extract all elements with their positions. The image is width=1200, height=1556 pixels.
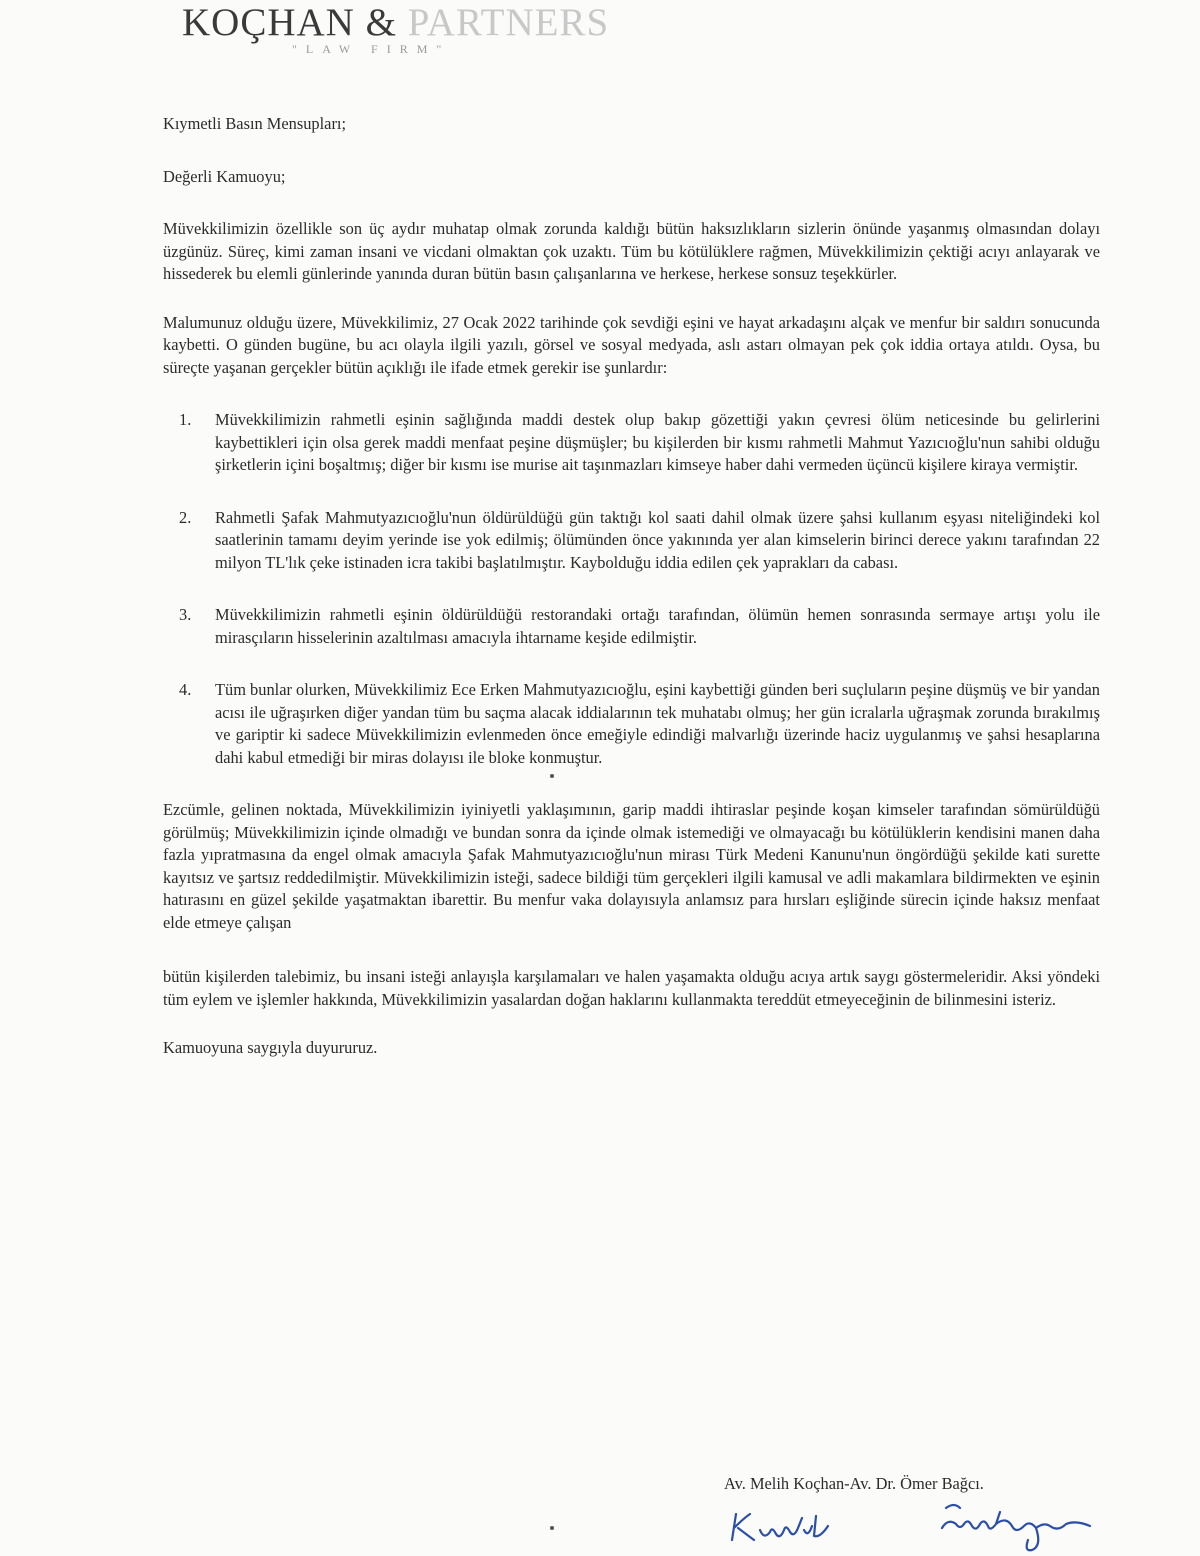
firm-name-main: KOÇHAN & bbox=[182, 1, 408, 44]
signature-block bbox=[724, 1474, 1124, 1494]
firm-name-faded: PARTNERS bbox=[407, 1, 610, 44]
speck-mark bbox=[550, 1526, 554, 1530]
handwritten-signatures-icon bbox=[724, 1496, 1124, 1556]
letterhead bbox=[182, 0, 702, 57]
list-item bbox=[163, 507, 1100, 575]
list-item-text: Rahmetli Şafak Mahmutyazıcıoğlu'nun öldürüldüğü gün taktığı kol saati dahil olmak üzere şahsi kullanım eşyası niteliğindeki kol saatlerinin tamamı deyim yerinde ise yok edilmiş; ölümünden önce yakınında yer alan kimselerin birinci derece yakını tarafından 22 milyon TL'lık çeke istinaden icra takibi başlatılmıştır. Kaybolduğu iddia edilen çek yaprakları da cabası. bbox=[215, 507, 1100, 572]
list-item bbox=[163, 604, 1100, 649]
list-item-number: 3. bbox=[179, 605, 192, 624]
paragraph-intro: Müvekkilimizin özellikle son üç aydır muhatap olmak zorunda kaldığı bütün haksızlıkların sizlerin önünde yaşanmış olmasından dolayı üzgünüz. Süreç, kimi zaman insani ve vicdani olmaktan çok uzaktı. Tüm bu kötülüklere rağmen, Müvekkilimizin çektiği acıyı anlayarak ve hissederek bu elemli günlerinde yanında duran bütün basın çalışanlarına ve herkese, herkese sonsuz teşekkürler. bbox=[163, 219, 1100, 283]
list-item-number: 4. bbox=[179, 680, 192, 699]
list-item bbox=[163, 409, 1100, 477]
firm-logo-name bbox=[182, 0, 702, 46]
facts-list bbox=[163, 409, 1100, 769]
paragraph-context: Malumunuz olduğu üzere, Müvekkilimiz, 27 Ocak 2022 tarihinde çok sevdiği eşini ve hayat arkadaşını alçak ve menfur bir saldırı sonucunda kaybetti. O günden bugüne, bu acı olayla ilgili yazılı, görsel ve sosyal medyada, aslı astarı olmayan pek çok iddia ortaya atıldı. Oysa, bu süreçte yaşanan gerçekler bütün açıklığı ile ifade etmek gerekir ise şunlardır: bbox=[163, 312, 1100, 377]
speck-mark bbox=[550, 774, 554, 778]
list-item-number: 1. bbox=[179, 410, 192, 429]
paragraph-conclusion: Ezcümle, gelinen noktada, Müvekkilimizin iyiniyetli yaklaşımının, garip maddi ihtiraslar peşinde koşan kimseler tarafından sömürüldüğü görülmüş; Müvekkilimizin içinde olmadığı ve bundan sonra da içinde olmak istemediği ve olmayacağı bu kötülüklerin kendisini manen daha fazla yıpratmasına da engel olmak amacıyla Şafak Mahmutyazıcıoğlu'nun mirası Türk Medeni Kanunu'nun öngördüğü şekilde kati surette kayıtsız ve şartsız reddedilmiştir. Müvekkilimizin isteği, sadece bildiği tüm gerçekleri ilgili kamusal ve adli makamlara bildirmekten ve eşinin hatırasını en güzel şekilde yaşatmaktan ibarettir. Bu menfur vaka dolayısıyla anlamsız para hırsları eşliğinde sürecin içinde haksız menfaat elde etmeye çalışan bbox=[163, 800, 1100, 932]
signatory-names: Av. Melih Koçhan-Av. Dr. Ömer Bağcı. bbox=[724, 1474, 984, 1493]
firm-subtitle: "LAW FIRM" bbox=[292, 42, 451, 56]
paragraph-closing: Kamuoyuna saygıyla duyururuz. bbox=[163, 1038, 378, 1057]
letter-body bbox=[163, 113, 1100, 1060]
list-item-text: Müvekkilimizin rahmetli eşinin sağlığında maddi destek olup bakıp gözettiği yakın çevresi ölüm neticesinde bu gelirlerini kaybettikleri için olsa gerek maddi menfaat peşine düşmüşler; bu kişilerden bir kısmı rahmetli Mahmut Yazıcıoğlu'nun sahibi olduğu şirketlerin içini boşaltmış; diğer bir kısmı ise murise ait taşınmazları kimseye haber dahi vermeden üçüncü kişilere kiraya vermiştir. bbox=[215, 410, 1100, 474]
list-item-text: Tüm bunlar olurken, Müvekkilimiz Ece Erken Mahmutyazıcıoğlu, eşini kaybettiği günden beri suçluların peşine düşmüş ve bir yandan acısı ile uğraşırken diğer yandan tüm bu saçma alacak iddialarının tek muhatabı olmuş; her gün icralarla uğraşmak zorunda bırakılmış ve gariptir ki sadece Müvekkilimizin evlenmeden önce emeğiyle edindiği malvarlığı üzerinde haciz uygulanmış ve şahsi hesaplarına dahi kabul etmediği bir miras dolayısı ile bloke konmuştur. bbox=[215, 680, 1100, 767]
salutation-press: Kıymetli Basın Mensupları; bbox=[163, 114, 347, 133]
paragraph-request: bütün kişilerden talebimiz, bu insani isteği anlayışla karşılamaları ve halen yaşamakta olduğu acıya artık saygı göstermeleridir. Aksi yöndeki tüm eylem ve işlemler hakkında, Müvekkilimizin yasalardan doğan haklarını kullanmakta tereddüt etmeyeceğinin de bilinmesini isteriz. bbox=[163, 967, 1100, 1009]
signature-right bbox=[942, 1505, 1090, 1550]
salutation-public: Değerli Kamuoyu; bbox=[163, 166, 286, 186]
list-item-text: Müvekkilimizin rahmetli eşinin öldürüldüğü restorandaki ortağı tarafından, ölümün hemen sonrasında sermaye artışı yolu ile mirasçıların hisselerinin azaltılması amacıyla ihtarname keşide edilmiştir. bbox=[215, 605, 1100, 647]
list-item-number: 2. bbox=[179, 507, 192, 527]
list-item bbox=[163, 679, 1100, 769]
signature-left bbox=[732, 1514, 828, 1540]
